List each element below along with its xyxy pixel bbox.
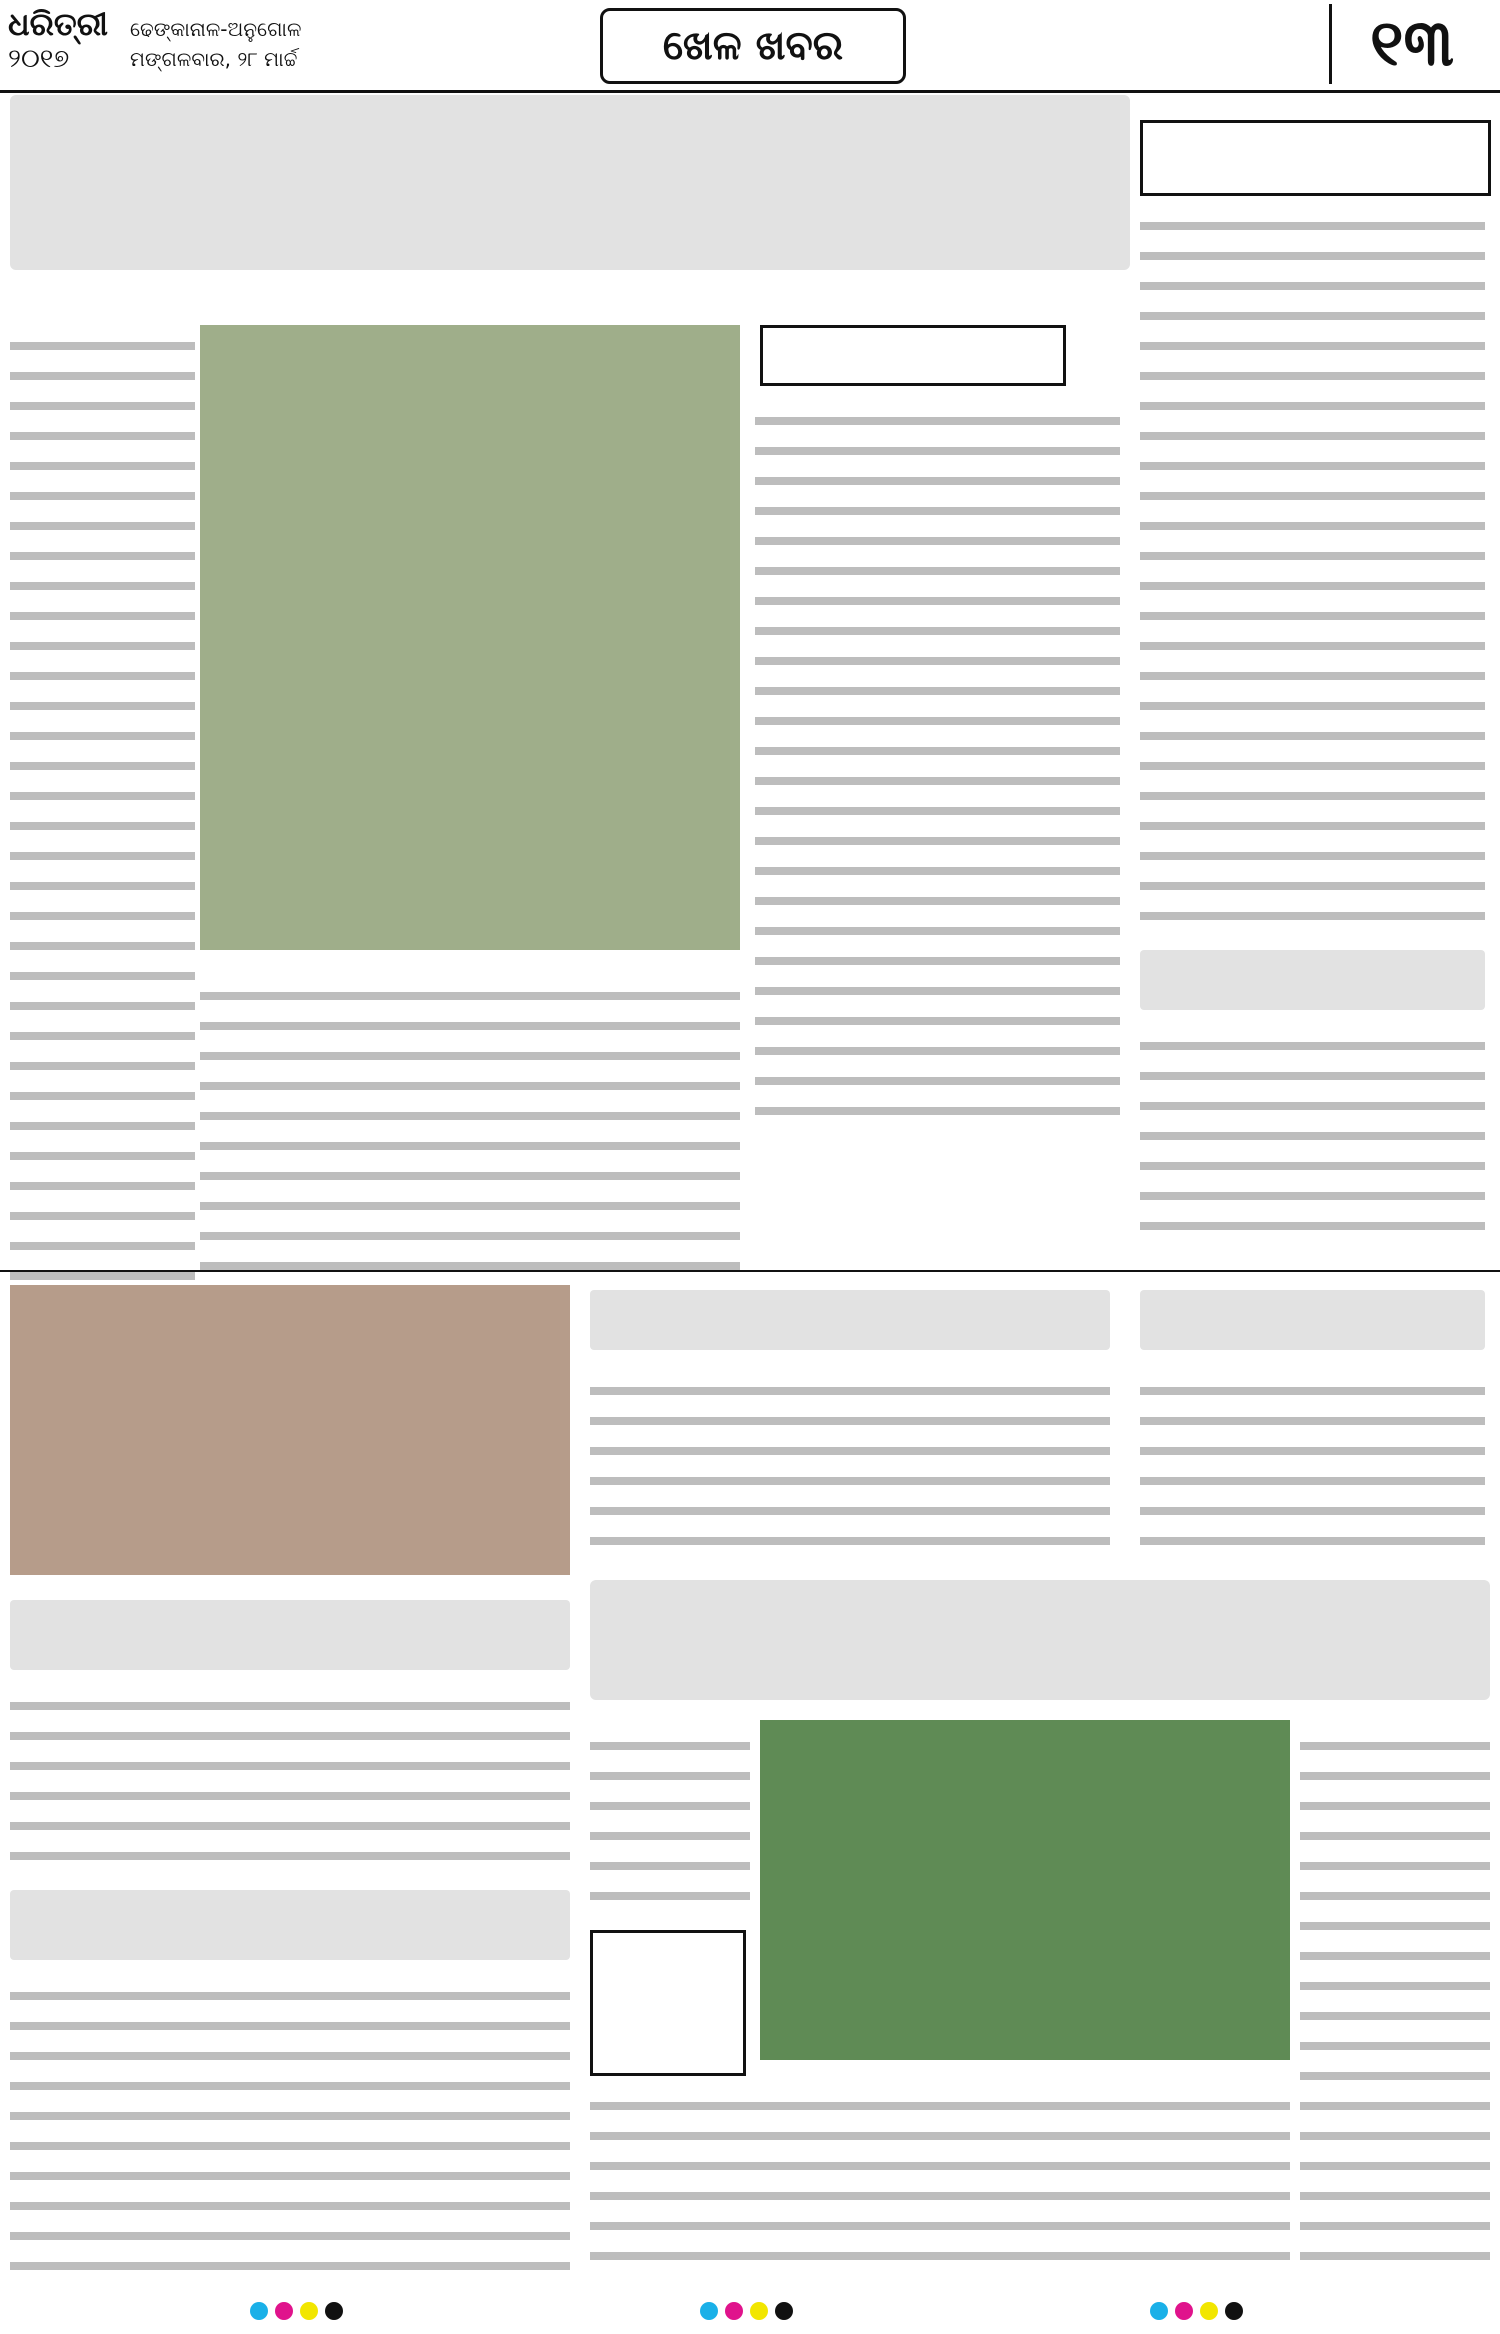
edition-name: ଢେଙ୍କାନାଳ-ଅନୁଗୋଳ — [130, 17, 302, 41]
lead-article-col1 — [10, 320, 195, 1450]
left-bottom-article-2 — [10, 1970, 570, 2280]
mid-article-2 — [1140, 1365, 1485, 1565]
bottom-headline — [590, 1580, 1490, 1700]
color-swatch-cyan-2 — [700, 2302, 718, 2320]
color-swatch-magenta — [275, 2302, 293, 2320]
left-bottom-article — [10, 1680, 570, 1880]
color-swatch-magenta-3 — [1175, 2302, 1193, 2320]
color-swatch-black-2 — [775, 2302, 793, 2320]
sidebar-title-box — [1140, 120, 1491, 196]
hockey-photo — [760, 1720, 1290, 2060]
page-header — [0, 0, 1500, 93]
bottom-article-col3 — [590, 2080, 1290, 2280]
color-swatch-yellow-2 — [750, 2302, 768, 2320]
divider — [0, 1270, 1500, 1272]
color-swatch-yellow — [300, 2302, 318, 2320]
paper-year: ୨୦୧୭ — [8, 44, 70, 74]
team-photo — [10, 1285, 570, 1575]
sidebar2-article — [1140, 1020, 1485, 1250]
color-swatch-magenta-2 — [725, 2302, 743, 2320]
color-swatch-black — [325, 2302, 343, 2320]
scoreboard-title-box — [760, 325, 1066, 386]
lead-article-col2 — [200, 970, 740, 1270]
color-swatch-yellow-3 — [1200, 2302, 1218, 2320]
scoreboard-table — [755, 395, 1120, 1115]
left-bottom-headline-2 — [10, 1890, 570, 1960]
bottom-article-col1 — [590, 1720, 750, 1920]
lead-headline — [10, 95, 1130, 270]
sidebar-article — [1140, 200, 1485, 930]
mid-headline-1 — [590, 1290, 1110, 1350]
color-swatch-black-3 — [1225, 2302, 1243, 2320]
color-swatch-cyan-3 — [1150, 2302, 1168, 2320]
sidebar2-headline — [1140, 950, 1485, 1010]
color-swatch-cyan — [250, 2302, 268, 2320]
bottom-article-col2 — [1300, 1720, 1490, 2280]
print-footer — [0, 2290, 1500, 2334]
edition-info — [130, 14, 301, 74]
issue-date: ମଙ୍ଗଳବାର, ୨୮ ମାର୍ଚ୍ଚ — [130, 47, 298, 71]
lead-photo — [200, 325, 740, 950]
masthead — [8, 6, 118, 76]
mid-headline-2 — [1140, 1290, 1485, 1350]
hockey-label-box — [590, 1930, 746, 2076]
section-title: ଖେଳ ଖବର — [600, 8, 906, 84]
mid-article-1 — [590, 1365, 1110, 1565]
paper-name: ଧରିତ୍ରୀ — [8, 5, 108, 43]
left-bottom-headline — [10, 1600, 570, 1670]
page-number: ୧୩ — [1329, 4, 1492, 84]
